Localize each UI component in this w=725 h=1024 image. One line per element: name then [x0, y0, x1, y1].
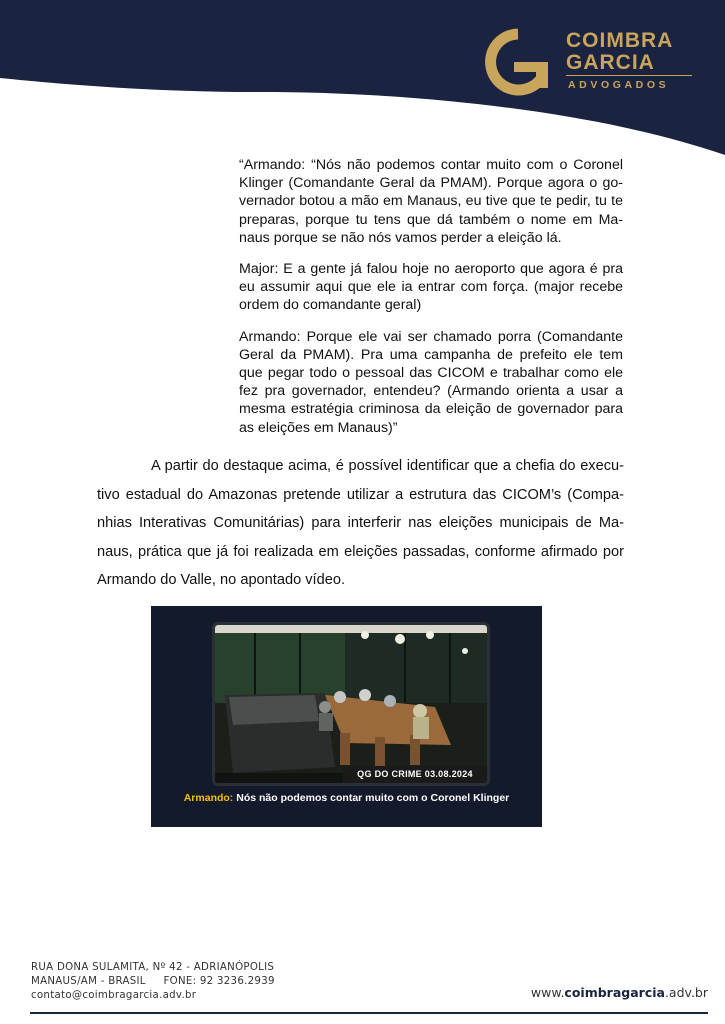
body-paragraph: A partir do destaque acima, é possível identificar que a chefia do execu-tivo estadual do Amazonas pretende utilizar a estrutura das CICOM’s (Compa-nhias Interativas Comunitárias) para interferir nas eleições municipais de Ma-naus, prática que já foi realizada em eleições passadas, conforme afirmado por Armando do Valle, no apontado vídeo.	[97, 458, 624, 588]
logo-wordmark	[566, 30, 673, 74]
footer-street: RUA DONA SULAMITA, Nº 42 - ADRIANÓPOLIS	[31, 962, 275, 973]
footer-divider	[30, 1012, 708, 1014]
website-prefix: www.	[530, 985, 565, 1000]
subtitle-speaker: Armando:	[183, 792, 234, 804]
video-frame	[212, 622, 490, 786]
website-suffix: .adv.br	[664, 985, 708, 1000]
transcript-quote	[239, 156, 623, 450]
video-subtitle	[151, 792, 542, 804]
firm-logo	[478, 28, 708, 98]
logo-subtitle: ADVOGADOS	[568, 79, 670, 91]
quote-paragraph: “Armando: “Nós não podemos contar muito com o Coronel Klinger (Comandante Geral da PMAM). Porque agora o go-vernador botou a mão em Manaus, eu tive que te pedir, tu te preparas, porque tu tens que dá também o nome em Ma-naus porque se não nós vamos perder a eleição lá.	[239, 157, 623, 246]
logo-divider	[566, 75, 692, 76]
subtitle-text: Nós não podemos contar muito com o Coronel Klinger	[233, 792, 510, 804]
meeting-room-scene-image	[215, 625, 487, 783]
footer-address-block	[31, 961, 275, 1003]
footer-city-phone: MANAUS/AM - BRASIL FONE: 92 3236.2939	[31, 976, 275, 987]
quote-paragraph: Armando: Porque ele vai ser chamado porra (Comandante Geral da PMAM). Pra uma campanha de prefeito ele tem que pegar todo o pessoal das CICOM e trabalhar como ele fez pra governador, entendeu? (Armando orienta a usar a mesma estratégia criminosa da eleição de governador para as eleições em Manaus)”	[239, 328, 623, 436]
body-section	[97, 452, 624, 595]
quote-paragraph: Major: E a gente já falou hoje no aeroporto que agora é pra eu assumir aqui que ele ia entrar com força. (major recebe ordem do comandante geral)	[239, 261, 623, 314]
website-domain: coimbragarcia	[564, 985, 665, 1000]
video-timestamp-label: QG DO CRIME 03.08.2024	[343, 766, 487, 783]
cg-monogram-icon	[478, 28, 558, 96]
logo-name-line1: COIMBRA	[566, 29, 674, 52]
footer-email-link[interactable]: contato@coimbragarcia.adv.br	[31, 990, 197, 1001]
logo-name-line2: GARCIA	[566, 51, 655, 74]
page-header	[0, 0, 725, 160]
video-still-figure	[151, 606, 542, 827]
footer-website-link[interactable]	[531, 985, 708, 1000]
